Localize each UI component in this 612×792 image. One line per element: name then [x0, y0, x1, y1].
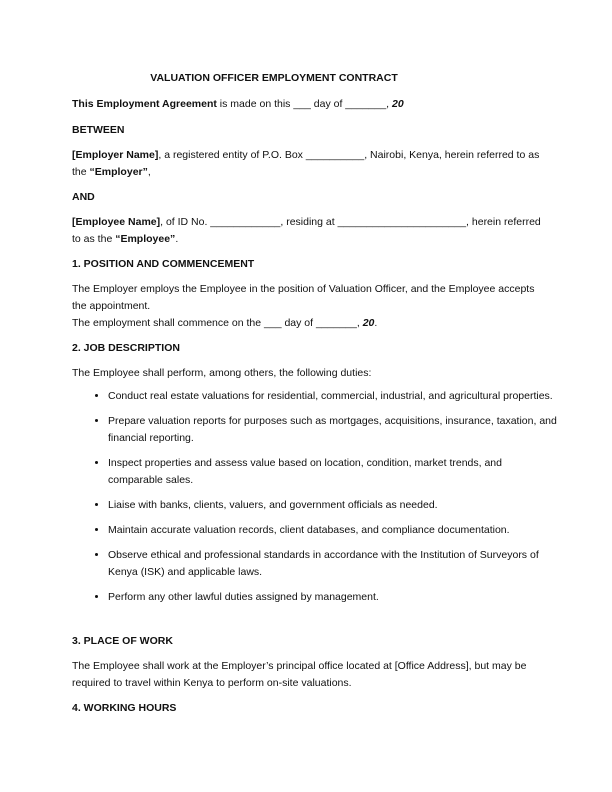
employer-tail: ,: [147, 166, 151, 178]
intro-text: is made on this ___ day of _______,: [216, 98, 393, 110]
duty-item: • Perform any other lawful duties assigned by management.: [108, 589, 558, 606]
section-2-heading: 2. JOB DESCRIPTION: [72, 342, 180, 354]
section-4-heading: 4. WORKING HOURS: [72, 702, 177, 714]
duties-list: [90, 388, 558, 614]
duty-item: • Maintain accurate valuation records, client databases, and compliance documentation.: [108, 522, 558, 539]
duty-item: • Liaise with banks, clients, valuers, and government officials as needed.: [108, 497, 558, 514]
employee-name: [Employee Name]: [72, 216, 161, 228]
section-1-line-2-text: The employment shall commence on the ___ day of _______,: [72, 317, 363, 329]
document-title: VALUATION OFFICER EMPLOYMENT CONTRACT: [150, 72, 398, 84]
and-heading: AND: [72, 191, 95, 203]
duty-item: • Prepare valuation reports for purposes such as mortgages, acquisitions, insurance, taxation, and financial reporting.: [108, 413, 558, 447]
employer-text: , a registered entity of P.O. Box __________, Nairobi, Kenya, herein referred to as the: [72, 149, 540, 178]
intro-year: 20: [392, 98, 404, 110]
employer-ref: “Employer”: [89, 166, 148, 178]
section-1-line-2: [72, 315, 542, 332]
section-3-heading: 3. PLACE OF WORK: [72, 635, 173, 647]
section-1-year: 20: [362, 317, 375, 329]
section-1-line-1: The Employer employs the Employee in the position of Valuation Officer, and the Employee accepts the appointment.: [72, 283, 535, 312]
employee-paragraph: [72, 214, 542, 248]
between-heading: BETWEEN: [72, 124, 125, 136]
employee-text: , of ID No. ____________, residing at ______________________, herein referred to as the: [72, 216, 541, 245]
employee-tail: .: [175, 233, 179, 245]
section-2-intro: The Employee shall perform, among others, the following duties:: [72, 367, 372, 379]
duty-item: • Inspect properties and assess value based on location, condition, market trends, and comparable sales.: [108, 455, 558, 489]
employer-paragraph: [72, 147, 542, 181]
employer-name: [Employer Name]: [72, 149, 159, 161]
duty-item: • Conduct real estate valuations for residential, commercial, industrial, and agricultural properties.: [108, 388, 558, 405]
duty-item: • Observe ethical and professional standards in accordance with the Institution of Surveyors of Kenya (ISK) and applicable laws.: [108, 547, 558, 581]
intro-bold: This Employment Agreement: [72, 98, 217, 110]
section-3-text: The Employee shall work at the Employer’s principal office located at [Office Address], but may be required to travel within Kenya to perform on-site valuations.: [72, 660, 527, 689]
section-1-heading: 1. POSITION AND COMMENCEMENT: [72, 258, 255, 270]
section-1-tail: .: [374, 317, 378, 329]
employee-ref: “Employee”: [115, 233, 176, 245]
agreement-intro: [72, 96, 542, 113]
